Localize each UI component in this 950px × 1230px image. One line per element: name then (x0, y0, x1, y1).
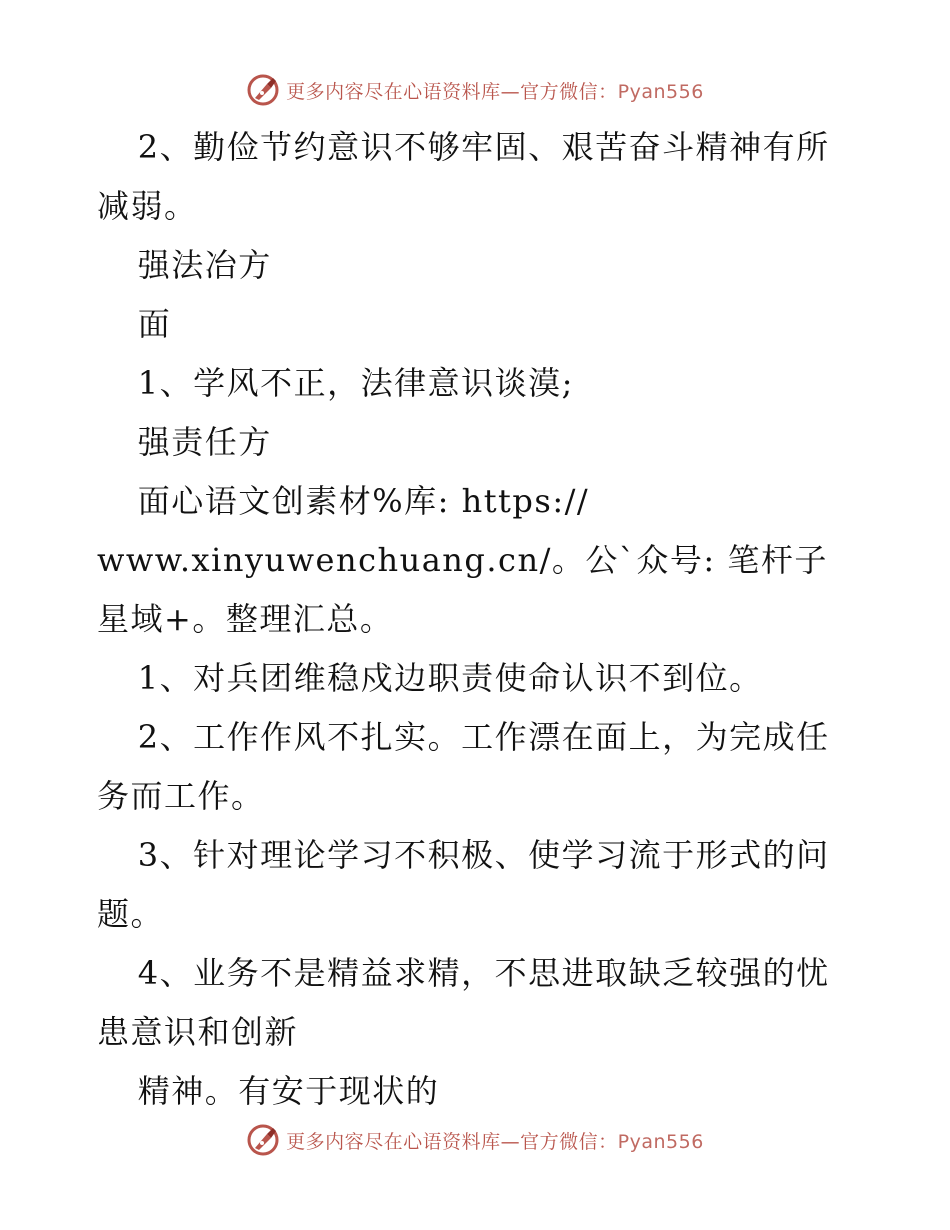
paragraph: 面 (137, 305, 172, 343)
pen-nib-icon (246, 73, 280, 107)
paragraph: 4、业务不是精益求精，不思进取缺乏较强的忧患意识和创新 (97, 954, 830, 1051)
watermark-main-text: 更多内容尽在心语资料库—官方微信： (286, 1130, 618, 1153)
paragraph: 精神。有安于现状的 (137, 1072, 440, 1110)
paragraph: www.xinyuwenchuang.cn/。公`众号: 笔杆子星域+。整理汇总。 (97, 541, 828, 638)
pen-nib-icon (246, 1123, 280, 1157)
paragraph: 1、学风不正，法律意识谈漠; (137, 364, 574, 402)
paragraph: 强责任方 (137, 423, 272, 461)
paragraph: 强法冶方 (137, 246, 272, 284)
header-watermark (0, 70, 950, 110)
watermark-text (286, 77, 704, 104)
watermark-wechat-id: Pyan556 (617, 1130, 704, 1153)
paragraph: 3、针对理论学习不积极、使学习流于形式的问题。 (97, 836, 830, 933)
document-body (97, 118, 837, 1121)
paragraph: 1、对兵团维稳戍边职责使命认识不到位。 (137, 659, 763, 697)
watermark-text (286, 1127, 704, 1154)
footer-watermark (0, 1120, 950, 1160)
watermark-main-text: 更多内容尽在心语资料库—官方微信： (286, 80, 618, 103)
watermark-wechat-id: Pyan556 (617, 80, 704, 103)
paragraph: 2、勤俭节约意识不够牢固、艰苦奋斗精神有所减弱。 (97, 128, 830, 225)
paragraph: 面心语文创素材%库: https:// (137, 482, 590, 520)
paragraph: 2、工作作风不扎实。工作漂在面上，为完成任务而工作。 (97, 718, 830, 815)
